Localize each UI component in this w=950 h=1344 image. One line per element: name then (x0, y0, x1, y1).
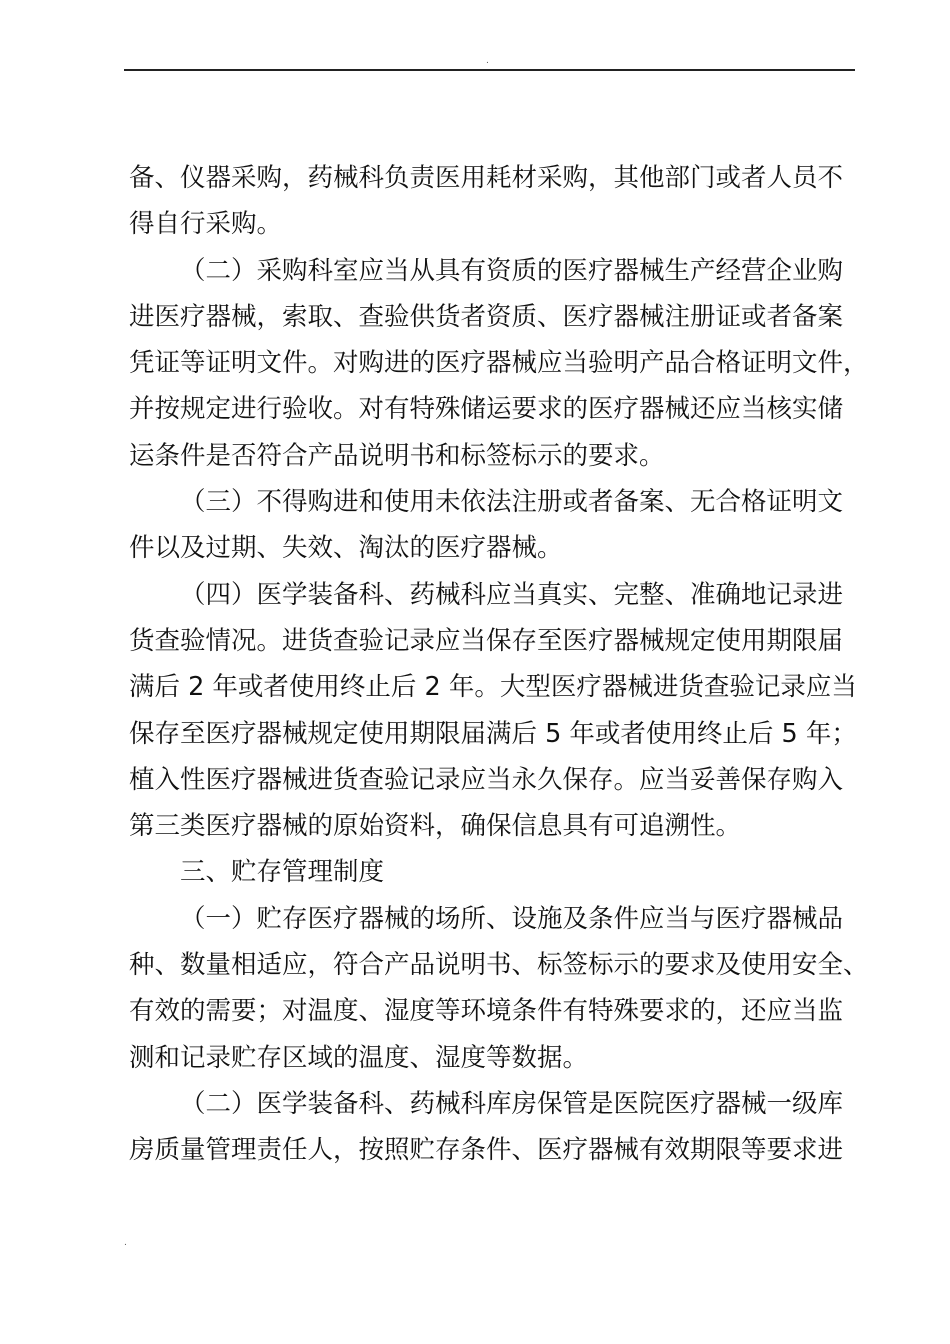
text-line: 满后 2 年或者使用终止后 2 年。大型医疗器械进货查验记录应当 (129, 672, 857, 703)
section-heading: 三、贮存管理制度 (180, 857, 385, 888)
text-line: 第三类医疗器械的原始资料，确保信息具有可追溯性。 (129, 811, 742, 842)
text-line: 并按规定进行验收。对有特殊储运要求的医疗器械还应当核实储 (129, 394, 844, 425)
header-rule (124, 69, 855, 71)
header-mark: . (486, 56, 489, 66)
footer-mark: . (124, 1238, 127, 1248)
text-line: 货查验情况。进货查验记录应当保存至医疗器械规定使用期限届 (129, 625, 844, 656)
text-line: 有效的需要；对温度、湿度等环境条件有特殊要求的，还应当监 (129, 996, 844, 1027)
body-text (129, 155, 869, 1174)
paragraph-start-line: （二）采购科室应当从具有资质的医疗器械生产经营企业购 (180, 255, 844, 286)
paragraph-start-line: （二）医学装备科、药械科库房保管是医院医疗器械一级库 (180, 1088, 844, 1119)
text-line: 种、数量相适应，符合产品说明书、标签标示的要求及使用安全、 (129, 950, 869, 981)
text-line: 进医疗器械，索取、查验供货者资质、医疗器械注册证或者备案 (129, 301, 844, 332)
text-line: 房质量管理责任人，按照贮存条件、医疗器械有效期限等要求进 (129, 1135, 844, 1166)
text-line: 保存至医疗器械规定使用期限届满后 5 年或者使用终止后 5 年； (129, 718, 857, 749)
paragraph-start-line: （四）医学装备科、药械科应当真实、完整、准确地记录进 (180, 579, 844, 610)
text-line: 件以及过期、失效、淘汰的医疗器械。 (129, 533, 563, 564)
text-line: 运条件是否符合产品说明书和标签标示的要求。 (129, 440, 665, 471)
paragraph-start-line: （三）不得购进和使用未依法注册或者备案、无合格证明文 (180, 487, 844, 518)
text-line: 备、仪器采购，药械科负责医用耗材采购，其他部门或者人员不 (129, 163, 844, 193)
text-line: 植入性医疗器械进货查验记录应当永久保存。应当妥善保存购入 (129, 764, 844, 795)
text-line: 凭证等证明文件。对购进的医疗器械应当验明产品合格证明文件， (129, 348, 869, 379)
paragraph-start-line: （一）贮存医疗器械的场所、设施及条件应当与医疗器械品 (180, 903, 844, 934)
text-line: 得自行采购。 (129, 209, 283, 240)
text-line: 测和记录贮存区域的温度、湿度等数据。 (129, 1042, 589, 1073)
